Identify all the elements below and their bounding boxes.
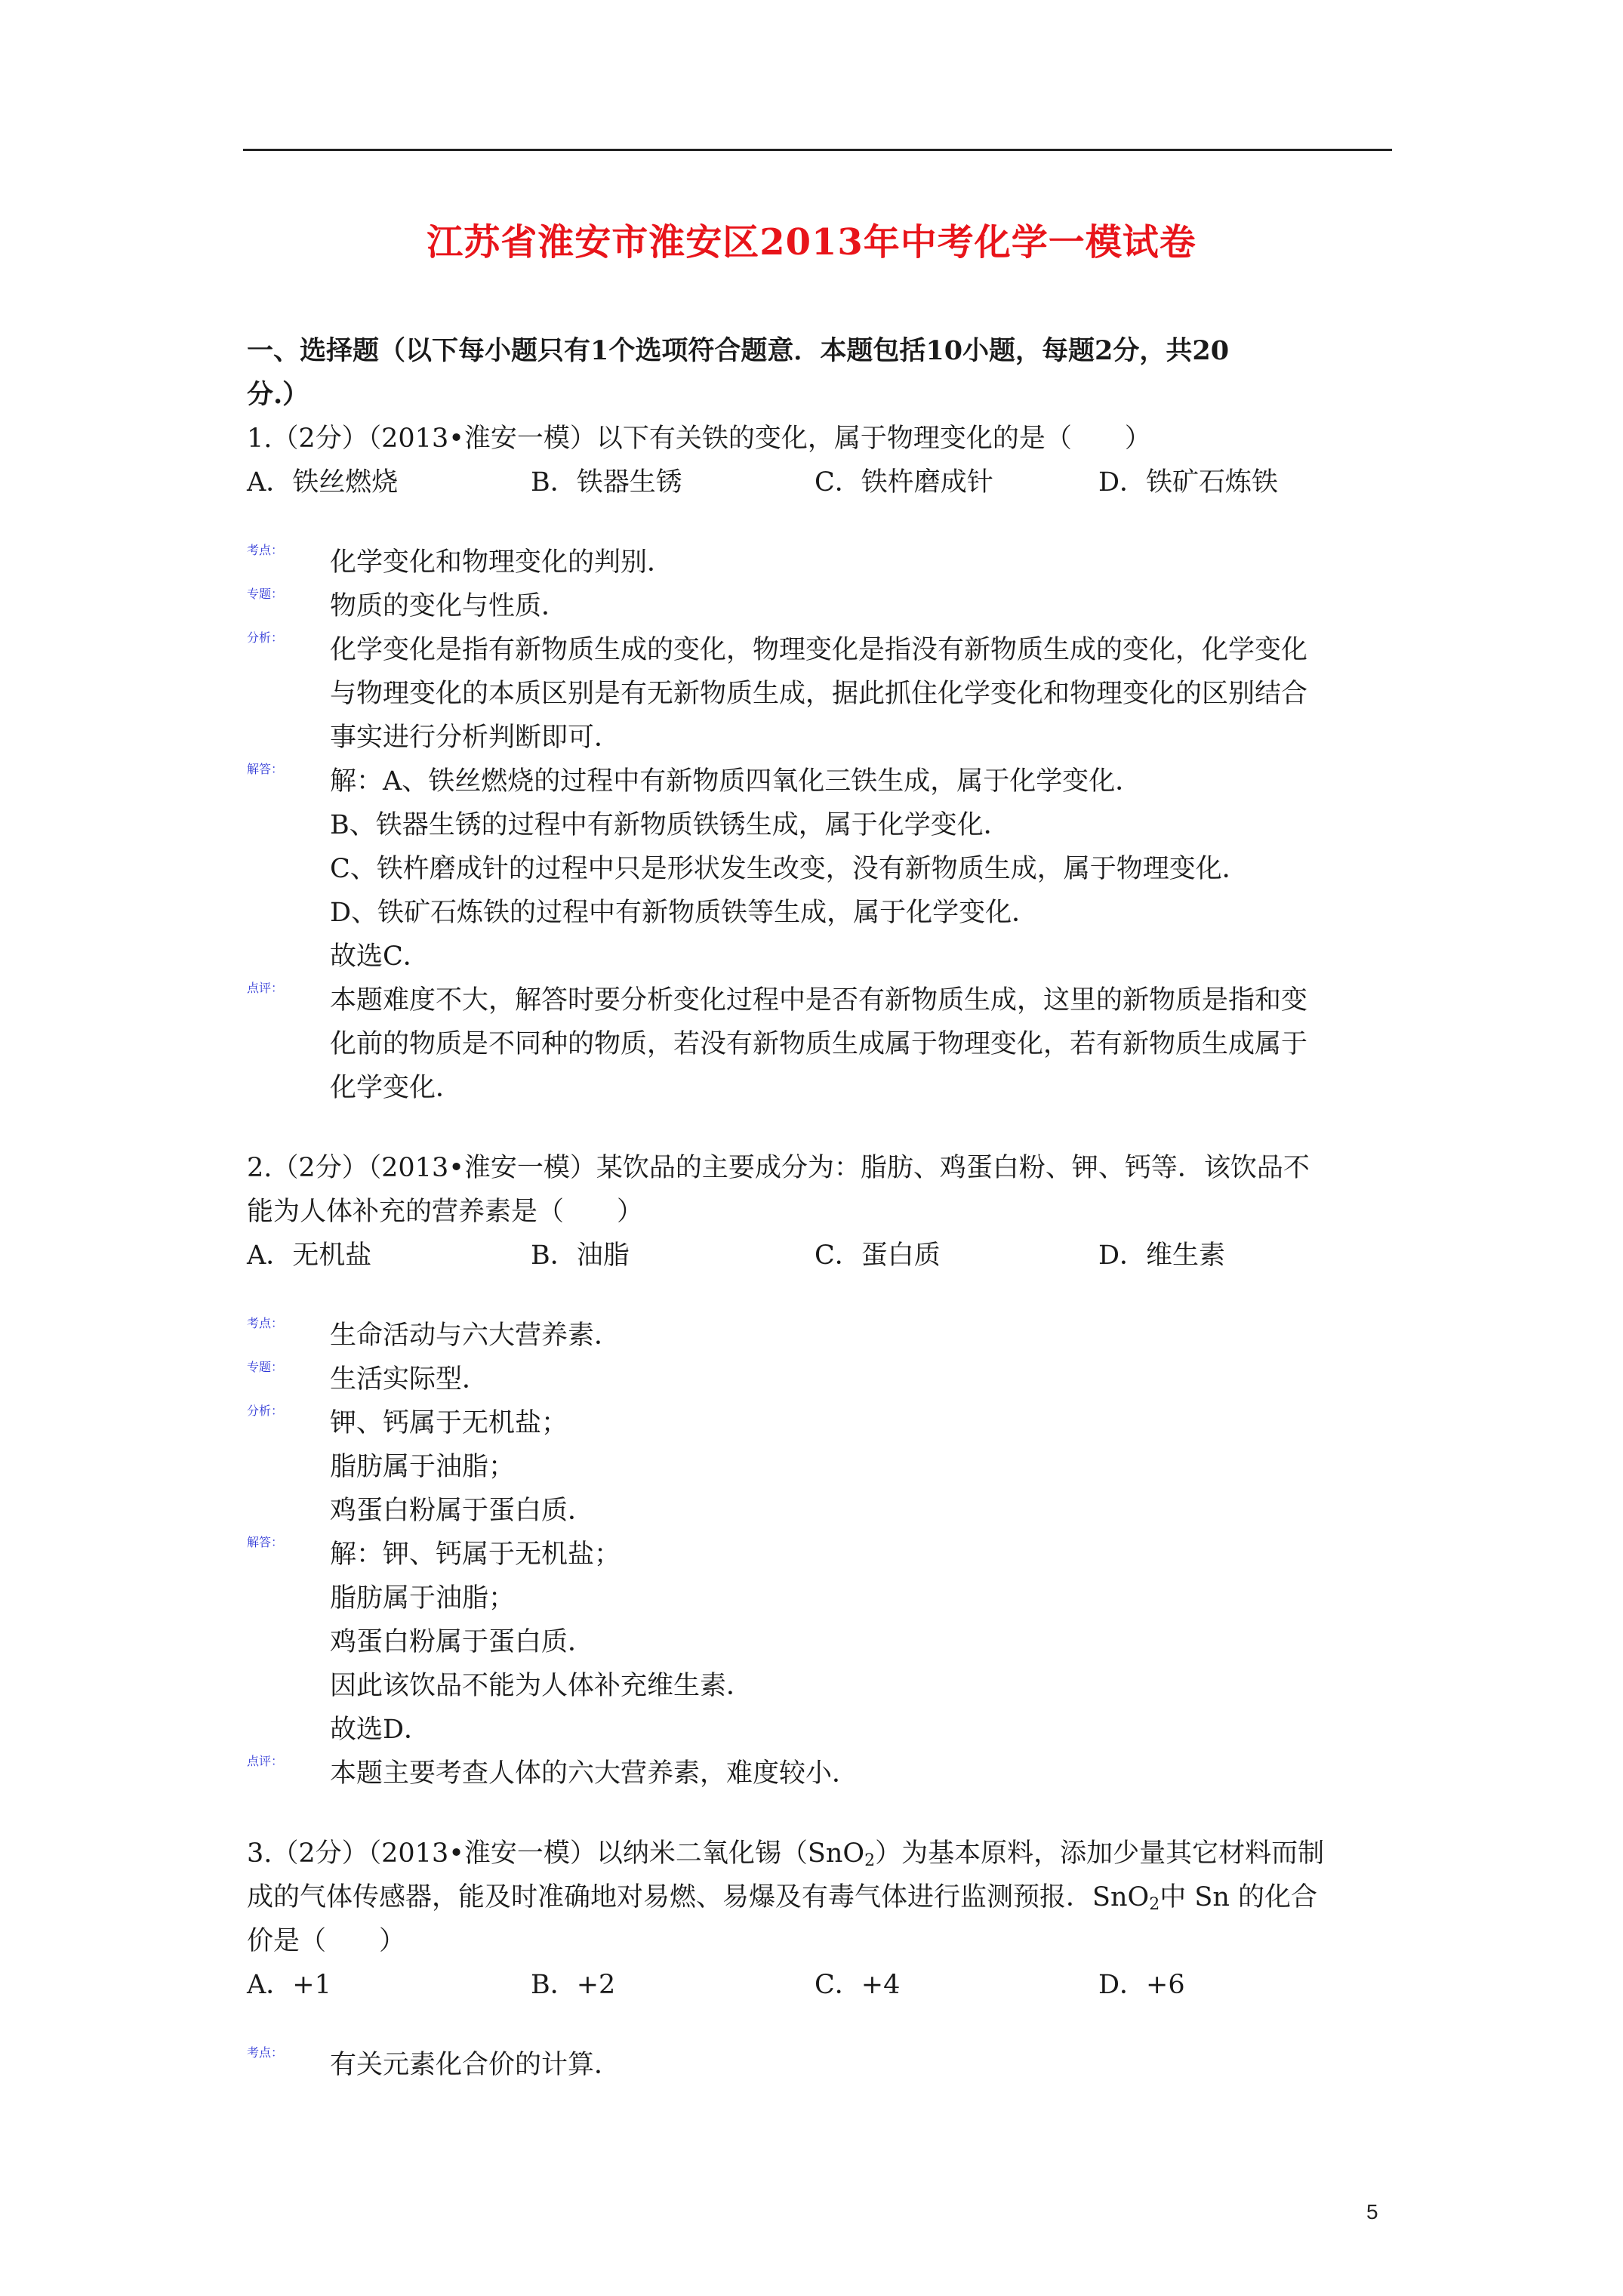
- q2-option-a: A．无机盐: [247, 1240, 372, 1271]
- q3-options: [247, 1963, 1394, 2007]
- q3-kaodian: [247, 2043, 1394, 2087]
- q1-jieda: [247, 760, 1394, 978]
- q3-option-c: C．+4: [815, 1970, 901, 2000]
- q3-stem: [247, 1832, 1394, 1875]
- q2-jieda: [247, 1533, 1394, 1752]
- q2-jieda-line: 故选D．: [330, 1715, 431, 1745]
- q3-stem-line2: [247, 1875, 1394, 1919]
- jieda-label: 解答：: [247, 1535, 284, 1549]
- q2-dianping: [247, 1752, 1394, 1795]
- q1-dianping-line: 化前的物质是不同种的物质，若没有新物质生成属于物理变化，若有新物质生成属于: [330, 1029, 1308, 1059]
- spacer: [247, 2007, 1394, 2043]
- q1-zhuanti: [247, 584, 1394, 628]
- q1-jieda-line: D、铁矿石炼铁的过程中有新物质铁等生成，属于化学变化．: [330, 898, 1039, 928]
- q1-jieda-line: C、铁杵磨成针的过程中只是形状发生改变，没有新物质生成，属于物理变化．: [330, 854, 1249, 884]
- q2-option-d: D．维生素: [1098, 1240, 1226, 1271]
- q3-option-a: A．+1: [247, 1970, 331, 2000]
- q2-jieda-line: 鸡蛋白粉属于蛋白质．: [330, 1627, 595, 1657]
- q2-options: [247, 1234, 1394, 1277]
- section-heading-cont: 分.）: [247, 379, 310, 410]
- q1-option-c: C．铁杵磨成针: [815, 467, 993, 498]
- q3-stem-part: 中 Sn 的化合: [1160, 1882, 1317, 1912]
- q1-option-b: B．铁器生锈: [531, 467, 682, 498]
- q2-jieda-line: 解：钾、钙属于无机盐；: [330, 1539, 621, 1570]
- q1-kaodian-text: 化学变化和物理变化的判别．: [330, 547, 674, 578]
- fenxi-label: 分析：: [247, 630, 284, 645]
- q2-zhuanti-text: 生活实际型．: [330, 1364, 489, 1395]
- page-number: 5: [1366, 2200, 1378, 2224]
- q1-fenxi: [247, 628, 1394, 760]
- q2-jieda-line: 因此该饮品不能为人体补充维生素．: [330, 1671, 753, 1701]
- q1-dianping-line: 本题难度不大，解答时要分析变化过程中是否有新物质生成，这里的新物质是指和变: [330, 985, 1308, 1015]
- content: [247, 329, 1394, 2087]
- kaodian-label: 考点：: [247, 2045, 284, 2060]
- q1-dianping-line: 化学变化．: [330, 1073, 463, 1103]
- fenxi-label: 分析：: [247, 1404, 284, 1418]
- q1-jieda-line: 解：A、铁丝燃烧的过程中有新物质四氧化三铁生成，属于化学变化．: [330, 766, 1142, 797]
- section-heading: 一、选择题（以下每小题只有1个选项符合题意．本题包括10小题，每题2分，共20: [247, 335, 1230, 366]
- q1-option-a: A．铁丝燃烧: [247, 467, 399, 498]
- q2-option-c: C．蛋白质: [815, 1240, 941, 1271]
- page-title: 江苏省淮安市淮安区2013年中考化学一模试卷: [427, 221, 1196, 264]
- q1-jieda-line: 故选C．: [330, 942, 430, 972]
- spacer: [247, 1110, 1394, 1146]
- q1-options: [247, 461, 1394, 504]
- q2-kaodian: [247, 1314, 1394, 1358]
- q2-zhuanti: [247, 1358, 1394, 1401]
- header-rule: [243, 149, 1392, 151]
- q2-jieda-line: 脂肪属于油脂；: [330, 1583, 516, 1613]
- q1-fenxi-line: 化学变化是指有新物质生成的变化，物理变化是指没有新物质生成的变化，化学变化: [330, 635, 1308, 665]
- q1-stem: 1.（2分）（2013•淮安一模）以下有关铁的变化，属于物理变化的是（ ）: [247, 424, 1151, 454]
- q1-jieda-line: B、铁器生锈的过程中有新物质铁锈生成，属于化学变化．: [330, 810, 1010, 840]
- q1-dianping: [247, 978, 1394, 1110]
- q3-subscript: 2: [1149, 1895, 1160, 1914]
- q3-stem-line3: 价是（ ）: [247, 1926, 406, 1956]
- q2-kaodian-text: 生命活动与六大营养素．: [330, 1321, 621, 1351]
- q2-fenxi-line: 脂肪属于油脂；: [330, 1452, 516, 1482]
- q3-option-d: D．+6: [1098, 1970, 1185, 2000]
- q2-dianping-text: 本题主要考查人体的六大营养素，难度较小．: [330, 1758, 859, 1789]
- q1-fenxi-line: 与物理变化的本质区别是有无新物质生成，据此抓住化学变化和物理变化的区别结合: [330, 679, 1308, 709]
- kaodian-label: 考点：: [247, 1316, 284, 1330]
- q2-fenxi-line: 鸡蛋白粉属于蛋白质．: [330, 1496, 595, 1526]
- q2-stem-cont: 能为人体补充的营养素是（ ）: [247, 1197, 644, 1227]
- dianping-label: 点评：: [247, 1754, 284, 1768]
- zhuanti-label: 专题：: [247, 587, 284, 601]
- q2-fenxi: [247, 1401, 1394, 1533]
- spacer: [247, 1795, 1394, 1832]
- spacer: [247, 1277, 1394, 1314]
- zhuanti-label: 专题：: [247, 1360, 284, 1374]
- q3-stem-part: ）为基本原料，添加少量其它材料而制: [875, 1838, 1325, 1869]
- kaodian-label: 考点：: [247, 543, 284, 557]
- q3-stem-part: 3.（2分）（2013•淮安一模）以纳米二氧化锡（SnO: [247, 1838, 865, 1869]
- q3-option-b: B．+2: [531, 1970, 616, 2000]
- q1-fenxi-line: 事实进行分析判断即可．: [330, 723, 621, 753]
- q3-stem-part: 成的气体传感器，能及时准确地对易燃、易爆及有毒气体进行监测预报．SnO: [247, 1882, 1150, 1912]
- q2-option-b: B．油脂: [531, 1240, 630, 1271]
- dianping-label: 点评：: [247, 981, 284, 995]
- q3-subscript: 2: [864, 1851, 876, 1870]
- q2-fenxi-line: 钾、钙属于无机盐；: [330, 1408, 568, 1438]
- q1-kaodian: [247, 541, 1394, 584]
- q2-stem: 2.（2分）（2013•淮安一模）某饮品的主要成分为：脂肪、鸡蛋白粉、钾、钙等．该饮品不: [247, 1153, 1310, 1183]
- q1-option-d: D．铁矿石炼铁: [1098, 467, 1279, 498]
- q1-zhuanti-text: 物质的变化与性质．: [330, 591, 568, 621]
- q3-kaodian-text: 有关元素化合价的计算．: [330, 2050, 621, 2080]
- jieda-label: 解答：: [247, 762, 284, 776]
- spacer: [247, 504, 1394, 541]
